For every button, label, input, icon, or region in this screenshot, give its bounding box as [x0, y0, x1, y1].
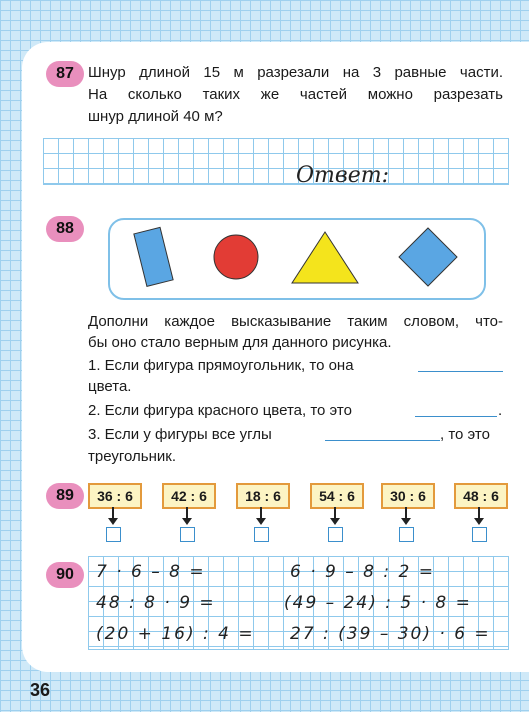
red-circle-shape: [214, 235, 258, 279]
task-90-expr-left-3: (20 + 16) : 4 =: [96, 624, 255, 644]
statement-2-dot: .: [498, 402, 503, 419]
expression-box-6: 48 : 6: [454, 483, 508, 509]
task-90-expr-right-3: 27 : (39 – 30) · 6 =: [290, 624, 491, 644]
shapes-svg: [110, 220, 484, 298]
task-88-instruction-line1: Дополни каждое высказывание таким словом, что-: [88, 313, 503, 330]
answer-box-3[interactable]: [254, 527, 269, 542]
task-90-badge: 90: [46, 562, 84, 588]
task-89-badge: 89: [46, 483, 84, 509]
page-number: 36: [30, 680, 51, 700]
answer-box-6[interactable]: [472, 527, 487, 542]
statement-1-blank[interactable]: [418, 357, 503, 372]
task-90-expr-right-1: 6 · 9 – 8 : 2 =: [290, 562, 435, 582]
blue-rectangle-shape: [134, 227, 173, 286]
blue-square-shape: [399, 228, 457, 286]
statement-2-text: 2. Если фигура красного цвета, то это: [88, 402, 352, 419]
task-88-instruction-line2: бы оно стало верным для данного рисунка.: [88, 334, 392, 351]
expression-box-1: 36 : 6: [88, 483, 142, 509]
yellow-triangle-shape: [292, 232, 358, 283]
task-90-expr-right-2: (49 – 24) : 5 · 8 =: [284, 593, 472, 613]
expression-box-5: 30 : 6: [381, 483, 435, 509]
arrow-3-icon: [256, 518, 266, 525]
statement-3-blank[interactable]: [325, 426, 440, 441]
task-87-line3: шнур длиной 40 м?: [88, 108, 223, 125]
arrow-5-icon: [401, 518, 411, 525]
arrow-6-icon: [474, 518, 484, 525]
task-90-expr-left-2: 48 : 8 · 9 =: [96, 593, 216, 613]
expression-box-4: 54 : 6: [310, 483, 364, 509]
task-87-line1: Шнур длиной 15 м разрезали на 3 равные части.: [88, 64, 503, 81]
task-88-badge: 88: [46, 216, 84, 242]
task-87-badge: 87: [46, 61, 84, 87]
answer-box-1[interactable]: [106, 527, 121, 542]
expression-box-2: 42 : 6: [162, 483, 216, 509]
arrow-1-icon: [108, 518, 118, 525]
statement-3-middle: , то это: [440, 426, 490, 443]
answer-box-4[interactable]: [328, 527, 343, 542]
arrow-2-icon: [182, 518, 192, 525]
statement-2-blank[interactable]: [415, 402, 497, 417]
expression-box-3: 18 : 6: [236, 483, 290, 509]
statement-3-text: 3. Если у фигуры все углы: [88, 426, 272, 443]
task-87-answer-label: Ответ:: [296, 163, 389, 188]
answer-box-2[interactable]: [180, 527, 195, 542]
task-87-answer-grid[interactable]: [43, 138, 509, 185]
statement-1-text: 1. Если фигура прямоугольник, то она: [88, 357, 354, 374]
shapes-picture: [108, 218, 486, 300]
statement-3-end: треугольник.: [88, 448, 177, 465]
arrow-4-icon: [330, 518, 340, 525]
statement-1-end: цвета.: [88, 378, 132, 395]
answer-box-5[interactable]: [399, 527, 414, 542]
task-90-expr-left-1: 7 · 6 – 8 =: [96, 562, 206, 582]
task-87-line2: На сколько таких же частей можно разрезать: [88, 86, 503, 103]
